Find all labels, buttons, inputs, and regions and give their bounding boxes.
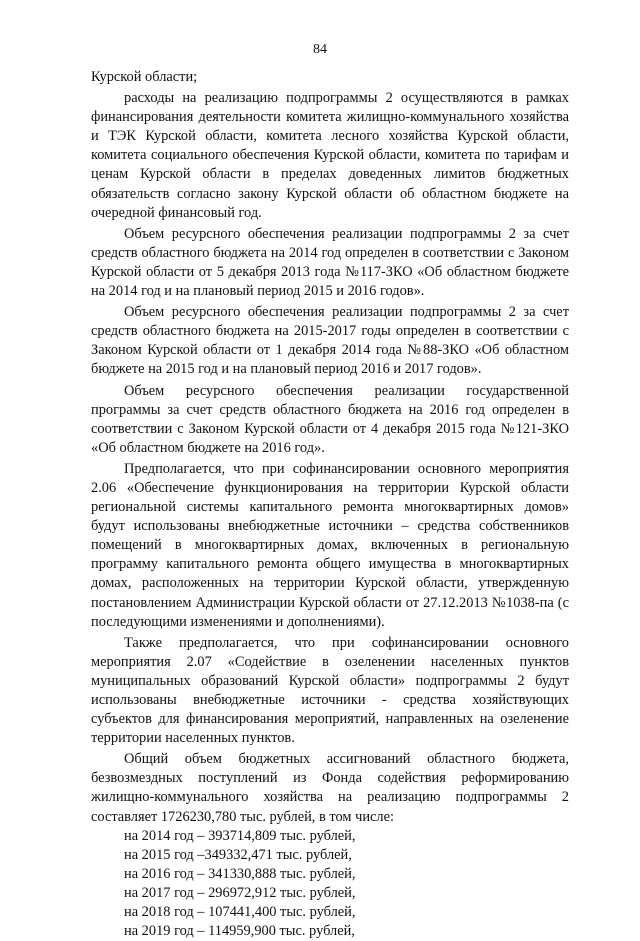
year-amount-item: на 2014 год – 393714,809 тыс. рублей, (124, 827, 356, 844)
year-amount-item: на 2018 год – 107441,400 тыс. рублей, (124, 904, 356, 921)
paragraph-funding-2016: Объем ресурсного обеспечения реализации государственной программы за счет средств областного бюджета на 2016 год определен в соответствии с Законом Курской области от 4 декабря 2015 года №121-ЗКО «Об областном бюджете на 2016 год». (91, 382, 569, 456)
year-amount-item: на 2015 год –349332,471 тыс. рублей, (124, 846, 352, 863)
paragraph-expenses: расходы на реализацию подпрограммы 2 осуществляются в рамках финансирования деятельности комитета жилищно-коммунального хозяйства и ТЭК Курской области, комитета лесного хозяйства Курской области, комитета социального обеспечения Курской области, комитета по тарифам и ценам Курской области в пределах доведенных лимитов бюджетных обязательств согласно закону Курской области об областном бюджете на очередной финансовый год. (91, 90, 569, 221)
paragraph-funding-2015-2017: Объем ресурсного обеспечения реализации подпрограммы 2 за счет средств областного бюджета на 2015-2017 годы определен в соответствии с Законом Курской области от 1 декабря 2014 года №88-ЗКО «Об областном бюджете на 2015 год и на плановый период 2016 и 2017 годов». (91, 304, 569, 378)
year-amount-item: на 2016 год – 341330,888 тыс. рублей, (124, 865, 356, 882)
paragraph-cofinancing-2-07: Также предполагается, что при софинансировании основного мероприятия 2.07 «Содействие в озеленении населенных пунктов муниципальных образований Курской области» подпрограммы 2 будут использованы внебюджетные источники - средства хозяйствующих субъектов для финансирования мероприятий, направленных на озеленение территории населенных пунктов. (91, 634, 569, 747)
paragraph-continuation: Курской области; (91, 69, 198, 85)
document-body (91, 68, 569, 941)
year-amount-list (91, 827, 569, 941)
paragraph-funding-2014: Объем ресурсного обеспечения реализации подпрограммы 2 за счет средств областного бюджета на 2014 год определен в соответствии с Законом Курской области от 5 декабря 2013 года №117-ЗКО «Об областном бюджете на 2014 год и на плановый период 2015 и 2016 годов». (91, 225, 569, 300)
year-amount-item: на 2017 год – 296972,912 тыс. рублей, (124, 884, 356, 901)
page-number: 84 (313, 42, 327, 57)
paragraph-cofinancing-2-06: Предполагается, что при софинансировании основного мероприятия 2.06 «Обеспечение функционирования на территории Курской области региональной системы капитального ремонта многоквартирных домов» будут использованы внебюджетные источники – средства собственников помещений в многоквартирных домах, включенных в региональную программу капитального ремонта общего имущества в многоквартирных домах, расположенных на территории Курской области, утвержденную постановлением Администрации Курской области от 27.12.2013 №1038-па (с последующими изменениями и дополнениями). (91, 460, 569, 630)
paragraph-total-allocation: Общий объем бюджетных ассигнований областного бюджета, безвозмездных поступлений из Фонда содействия реформированию жилищно-коммунального хозяйства на реализацию подпрограммы 2 составляет 1726230,780 тыс. рублей, в том числе: (91, 751, 569, 825)
year-amount-item: на 2019 год – 114959,900 тыс. рублей, (124, 923, 355, 940)
